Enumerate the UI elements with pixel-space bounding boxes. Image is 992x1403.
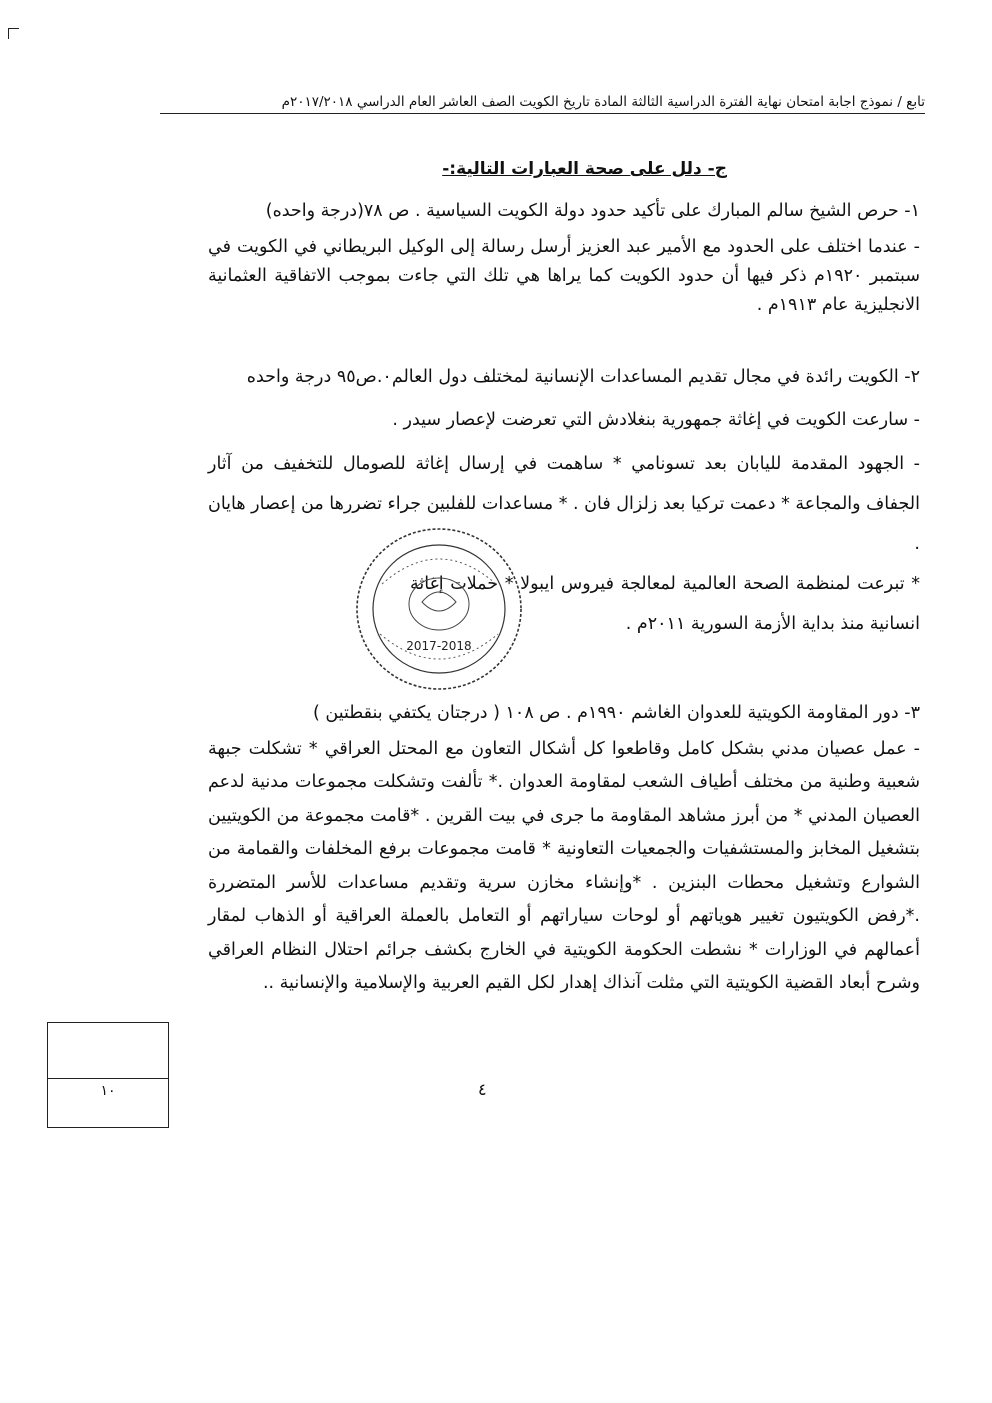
- question-2: [208, 362, 920, 644]
- question-2-line-1: - سارعت الكويت في إغاثة جمهورية بنغلادش التي تعرضت لإعصار سيدر .: [392, 410, 920, 430]
- question-3-heading: ٣- دور المقاومة الكويتية للعدوان الغاشم ١٩٩٠م . ص ١٠٨ ( درجتان يكتفي بنقطتين ): [313, 703, 920, 723]
- question-3: [208, 697, 920, 1001]
- question-2-line-2: - الجهود المقدمة لليابان بعد تسونامي * ساهمت في إرسال إغاثة للصومال للتخفيف من آثار الجفاف والمجاعة * دعمت تركيا بعد زلزال فان . * مساعدات للفلبين جراء تضررها من إعصار هايان .: [208, 454, 920, 554]
- question-3-answer: - عمل عصيان مدني بشكل كامل وقاطعوا كل أشكال التعاون مع المحتل العراقي * تشكلت جبهة شعبية وطنية من مختلف أطياف الشعب لمقاومة العدوان .* تألفت وتشكلت مجموعات مدنية لدعم العصيان المدني * من أبرز مشاهد المقاومة ما جرى في بيت القرين . *قامت مجموعة من الكويتيين بتشغيل المخابز والمستشفيات والجمعيات التعاونية * قامت مجموعات برفع المخلفات والقمامة من الشوارع وتشغيل محطات البنزين . *وإنشاء مخازن سرية وتقديم مساعدات للأسر المتضررة .*رفض الكويتيون تغيير هوياتهم أو لوحات سياراتهم أو التعامل بالعملة العراقية أو الذهاب لمقار أعمالهم في الوزارات * نشطت الحكومة الكويتية في الخارج بكشف جرائم احتلال النظام العراقي وشرح أبعاد القضية الكويتية التي مثلت آنذاك إهدار لكل القيم العربية والإسلامية والإنسانية ..: [208, 738, 920, 993]
- page-number: ٤: [478, 1080, 487, 1099]
- school-stamp-seal: [352, 524, 526, 694]
- question-1: [208, 196, 920, 320]
- page-header: تابع / نموذج اجابة امتحان نهاية الفترة الدراسية الثالثة المادة تاريخ الكويت الصف العاشر العام الدراسي ٢٠١٧/٢٠١٨م: [160, 94, 925, 114]
- section-title: ج- دلل على صحة العبارات التالية:-: [442, 159, 727, 179]
- question-2-line-3: * تبرعت لمنظمة الصحة العالمية لمعالجة فيروس ايبولا * حملات إغاثة انسانية منذ بداية الأزمة السورية ٢٠١١م .: [410, 574, 920, 634]
- scan-corner-mark: [8, 28, 19, 39]
- question-1-answer: - عندما اختلف على الحدود مع الأمير عبد العزيز أرسل رسالة إلى الوكيل البريطاني في الكويت في سبتمبر ١٩٢٠م ذكر فيها أن حدود الكويت كما يراها هي تلك التي جاءت بموجب الاتفاقية العثمانية الانجليزية عام ١٩١٣م .: [208, 237, 921, 315]
- question-2-heading: ٢- الكويت رائدة في مجال تقديم المساعدات الإنسانية لمختلف دول العالم٠.ص٩٥ درجة واحده: [246, 367, 920, 387]
- score-box: [47, 1022, 169, 1128]
- stamp-year: 2017-2018: [406, 639, 472, 653]
- question-1-heading: ١- حرص الشيخ سالم المبارك على تأكيد حدود دولة الكويت السياسية . ص ٧٨(درجة واحده): [265, 201, 920, 221]
- score-box-divider: [48, 1078, 168, 1079]
- score-value: ١٠: [100, 1083, 116, 1099]
